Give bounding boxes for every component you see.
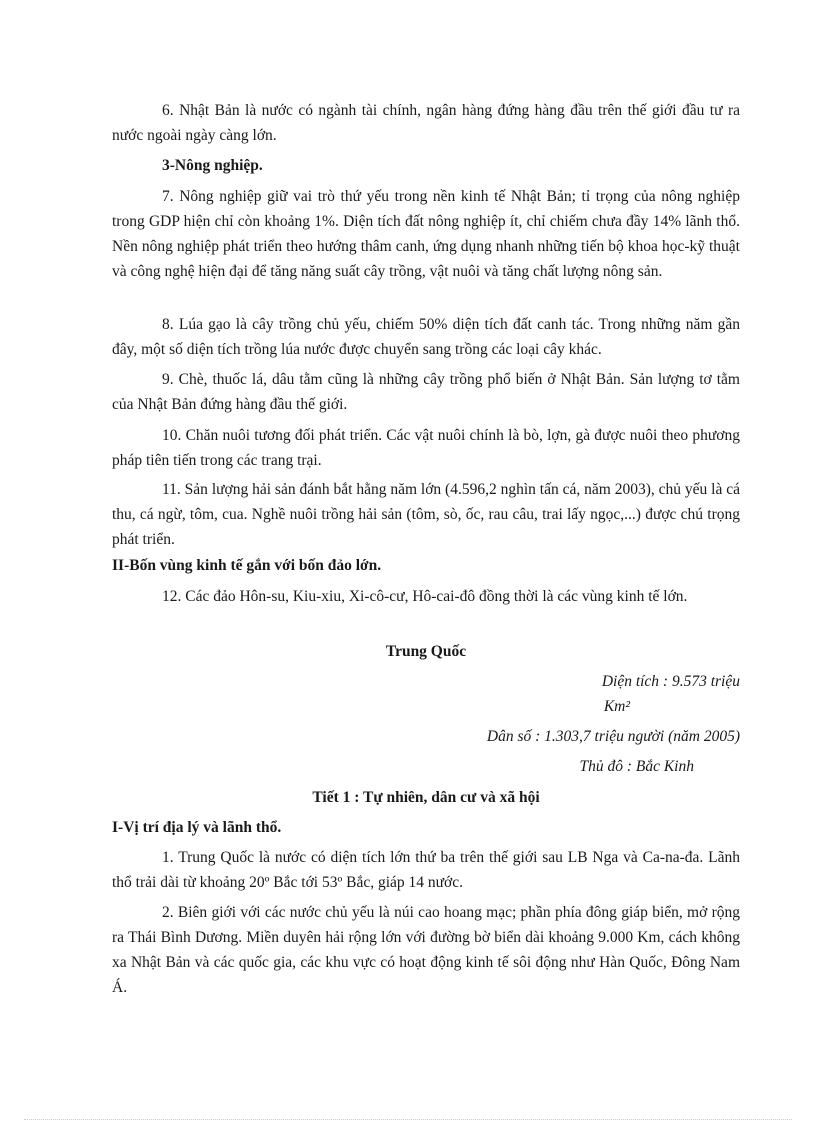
footer-divider (24, 1119, 792, 1120)
paragraph-china-1: 1. Trung Quốc là nước có diện tích lớn thứ ba trên thế giới sau LB Nga và Ca-na-đa. Lãnh thổ trải dài từ khoảng 20º Bắc tới 53º Bắc, giáp 14 nước. (112, 849, 740, 891)
section-title-china: Trung Quốc (385, 643, 467, 660)
area-line-2: Km² (603, 698, 630, 715)
capital-line: Thủ đô : Bắc Kinh (579, 758, 694, 775)
paragraph-8: 8. Lúa gạo là cây trồng chủ yếu, chiếm 50% diện tích đất canh tác. Trong những năm gần đây, một số diện tích trồng lúa nước được chuyển sang trồng các loại cây khác. (112, 316, 740, 358)
population-line: Dân số : 1.303,7 triệu người (năm 2005) (486, 728, 740, 745)
paragraph-11: 11. Sản lượng hải sản đánh bắt hằng năm lớn (4.596,2 nghìn tấn cá, năm 2003), chủ yếu là cá thu, cá ngừ, tôm, cua. Nghề nuôi trồng hải sản (tôm, sò, ốc, rau câu, trai lấy ngọc,...) được chú trọng phát triển. (112, 481, 740, 548)
area-line-1: Diện tích : 9.573 triệu (601, 673, 740, 690)
paragraph-12: 12. Các đảo Hôn-su, Kiu-xiu, Xi-cô-cư, Hô-cai-đô đồng thời là các vùng kinh tế lớn. (162, 588, 688, 605)
paragraph-china-2: 2. Biên giới với các nước chủ yếu là núi cao hoang mạc; phần phía đông giáp biển, mở rộng ra Thái Bình Dương. Miền duyên hải rộng lớn với đường bờ biển dài khoảng 9.000 Km, cách không xa Nhật Bản và các quốc gia, các khu vực có hoạt động kinh tế sôi động như Hàn Quốc, Đông Nam Á. (112, 904, 740, 996)
heading-location: I-Vị trí địa lý và lãnh thổ. (112, 819, 282, 836)
heading-economic-regions: II-Bốn vùng kinh tế gắn với bốn đảo lớn. (112, 557, 382, 574)
lesson-title: Tiết 1 : Tự nhiên, dân cư và xã hội (312, 789, 540, 806)
heading-agriculture: 3-Nông nghiệp. (162, 157, 263, 174)
paragraph-7: 7. Nông nghiệp giữ vai trò thứ yếu trong nền kinh tế Nhật Bản; tỉ trọng của nông nghiệp trong GDP hiện chỉ còn khoảng 1%. Diện tích đất nông nghiệp ít, chỉ chiếm chưa đầy 14% lãnh thổ. Nền nông nghiệp phát triển theo hướng thâm canh, ứng dụng nhanh những tiến bộ khoa học-kỹ thuật và công nghệ hiện đại để tăng năng suất cây trồng, vật nuôi và tăng chất lượng nông sản. (112, 188, 740, 280)
paragraph-6: 6. Nhật Bản là nước có ngành tài chính, ngân hàng đứng hàng đầu trên thế giới đầu tư ra nước ngoài ngày càng lớn. (112, 102, 740, 144)
paragraph-10: 10. Chăn nuôi tương đối phát triển. Các vật nuôi chính là bò, lợn, gà được nuôi theo phương pháp tiên tiến trong các trang trại. (112, 427, 740, 469)
paragraph-9: 9. Chè, thuốc lá, dâu tằm cũng là những cây trồng phổ biến ở Nhật Bản. Sản lượng tơ tằm của Nhật Bản đứng hàng đầu thế giới. (112, 371, 740, 413)
